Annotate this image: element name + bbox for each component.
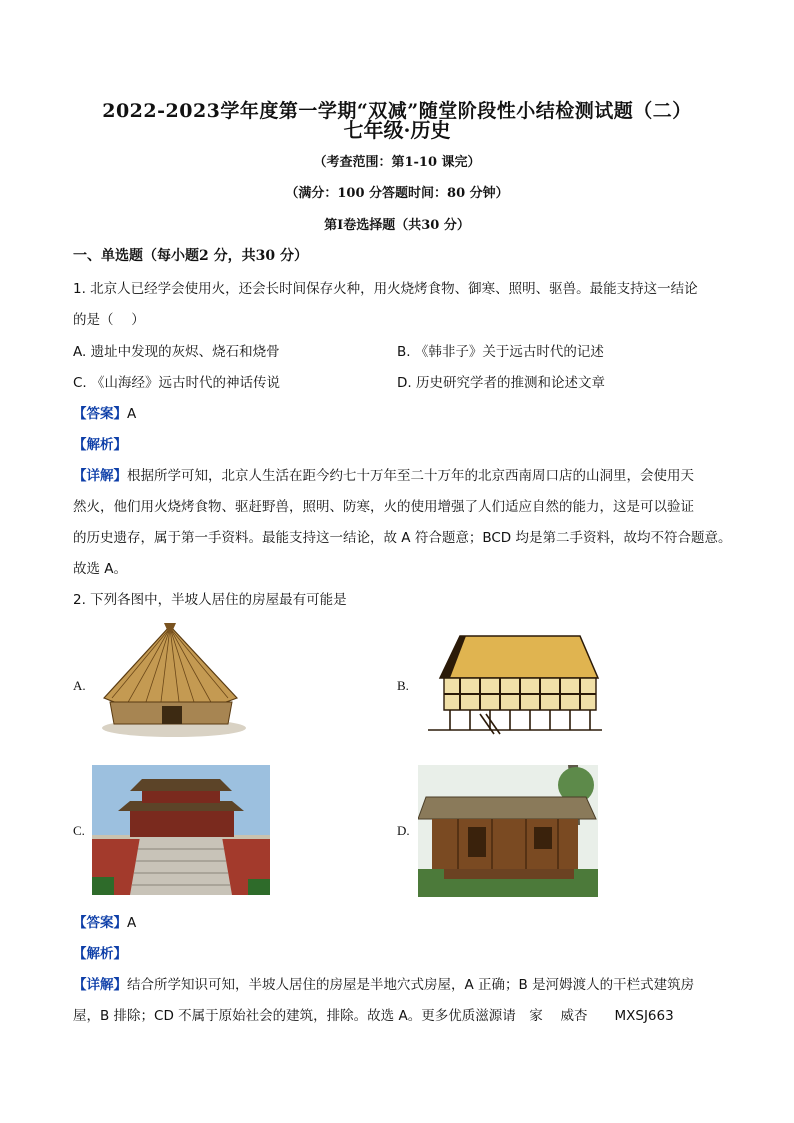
answer-value: A xyxy=(127,915,137,931)
exam-meta: （满分：100 分答题时间：80 分钟） xyxy=(285,186,509,201)
q1-option-b: B. 《韩非子》关于远古时代的记述 xyxy=(397,344,604,360)
section-heading: 一、单选题（每小题2 分，共30 分） xyxy=(73,248,308,264)
q1-option-a: A. 遗址中发现的灰烬、烧石和烧骨 xyxy=(73,344,280,360)
answer-tag: 【答案】 xyxy=(73,406,127,422)
q1-detail-line1 xyxy=(73,464,694,484)
q2-detail-line1 xyxy=(73,973,694,993)
detail-tag: 【详解】 xyxy=(73,468,127,484)
q2-label-c: C. xyxy=(73,823,85,838)
detail-tag: 【详解】 xyxy=(73,977,127,993)
q2-label-b: B. xyxy=(397,678,409,693)
q2-label-d: D. xyxy=(397,823,410,838)
q1-detail-line3: 的历史遗存，属于第一手资料。最能支持这一结论，故 A 符合题意；BCD 均是第二手资料，故均不符合题意。 xyxy=(73,530,732,546)
exam-subject xyxy=(0,114,794,143)
q2-detail-line2: 屋，B 排除；CD 不属于原始社会的建筑，排除。故选 A。更多优质滋源请 家 威杏 MXSJ663 xyxy=(73,1008,674,1024)
q2-answer xyxy=(73,911,136,931)
part-heading: 第Ⅰ卷选择题（共30 分） xyxy=(324,218,470,233)
q2-label-a: A. xyxy=(73,678,86,693)
detail-text: 结合所学知识可知，半坡人居住的房屋是半地穴式房屋，A 正确；B 是河姆渡人的干栏式建筑房 xyxy=(127,977,695,993)
image-wooden-house xyxy=(418,765,598,897)
q1-option-d: D. 历史研究学者的推测和论述文章 xyxy=(397,375,605,391)
answer-tag: 【答案】 xyxy=(73,915,127,931)
q2-stem: 2. 下列各图中，半坡人居住的房屋最有可能是 xyxy=(73,592,347,608)
subject-text: 七年级·历史 xyxy=(343,118,451,142)
q1-option-c: C. 《山海经》远古时代的神话传说 xyxy=(73,375,281,391)
image-semi-subterranean-hut xyxy=(92,620,252,745)
q1-analysis xyxy=(73,433,127,453)
exam-title: 2022-2023学年度第一学期“双减”随堂阶段性小结检测试题（二） xyxy=(102,100,692,122)
detail-text: 根据所学可知，北京人生活在距今约七十万年至二十万年的北京西南周口店的山洞里，会使用天 xyxy=(127,468,694,484)
answer-value: A xyxy=(127,406,137,422)
q1-detail-line2: 然火，他们用火烧烤食物、驱赶野兽，照明、防寒，火的使用增强了人们适应自然的能力，这是可以验证 xyxy=(73,499,694,515)
q1-stem-line1: 1. 北京人已经学会使用火，还会长时间保存火种，用火烧烤食物、御寒、照明、驱兽。最能支持这一结论 xyxy=(73,281,698,297)
analysis-tag: 【解析】 xyxy=(73,437,127,453)
q1-stem-line2: 的是（ ） xyxy=(73,312,145,328)
image-palace xyxy=(92,765,270,895)
q1-detail-line4: 故选 A。 xyxy=(73,561,128,577)
q1-answer xyxy=(73,402,136,422)
q2-analysis xyxy=(73,942,127,962)
analysis-tag: 【解析】 xyxy=(73,946,127,962)
exam-scope: （考查范围：第1-10 课完） xyxy=(313,155,481,170)
image-stilt-house xyxy=(420,630,610,740)
